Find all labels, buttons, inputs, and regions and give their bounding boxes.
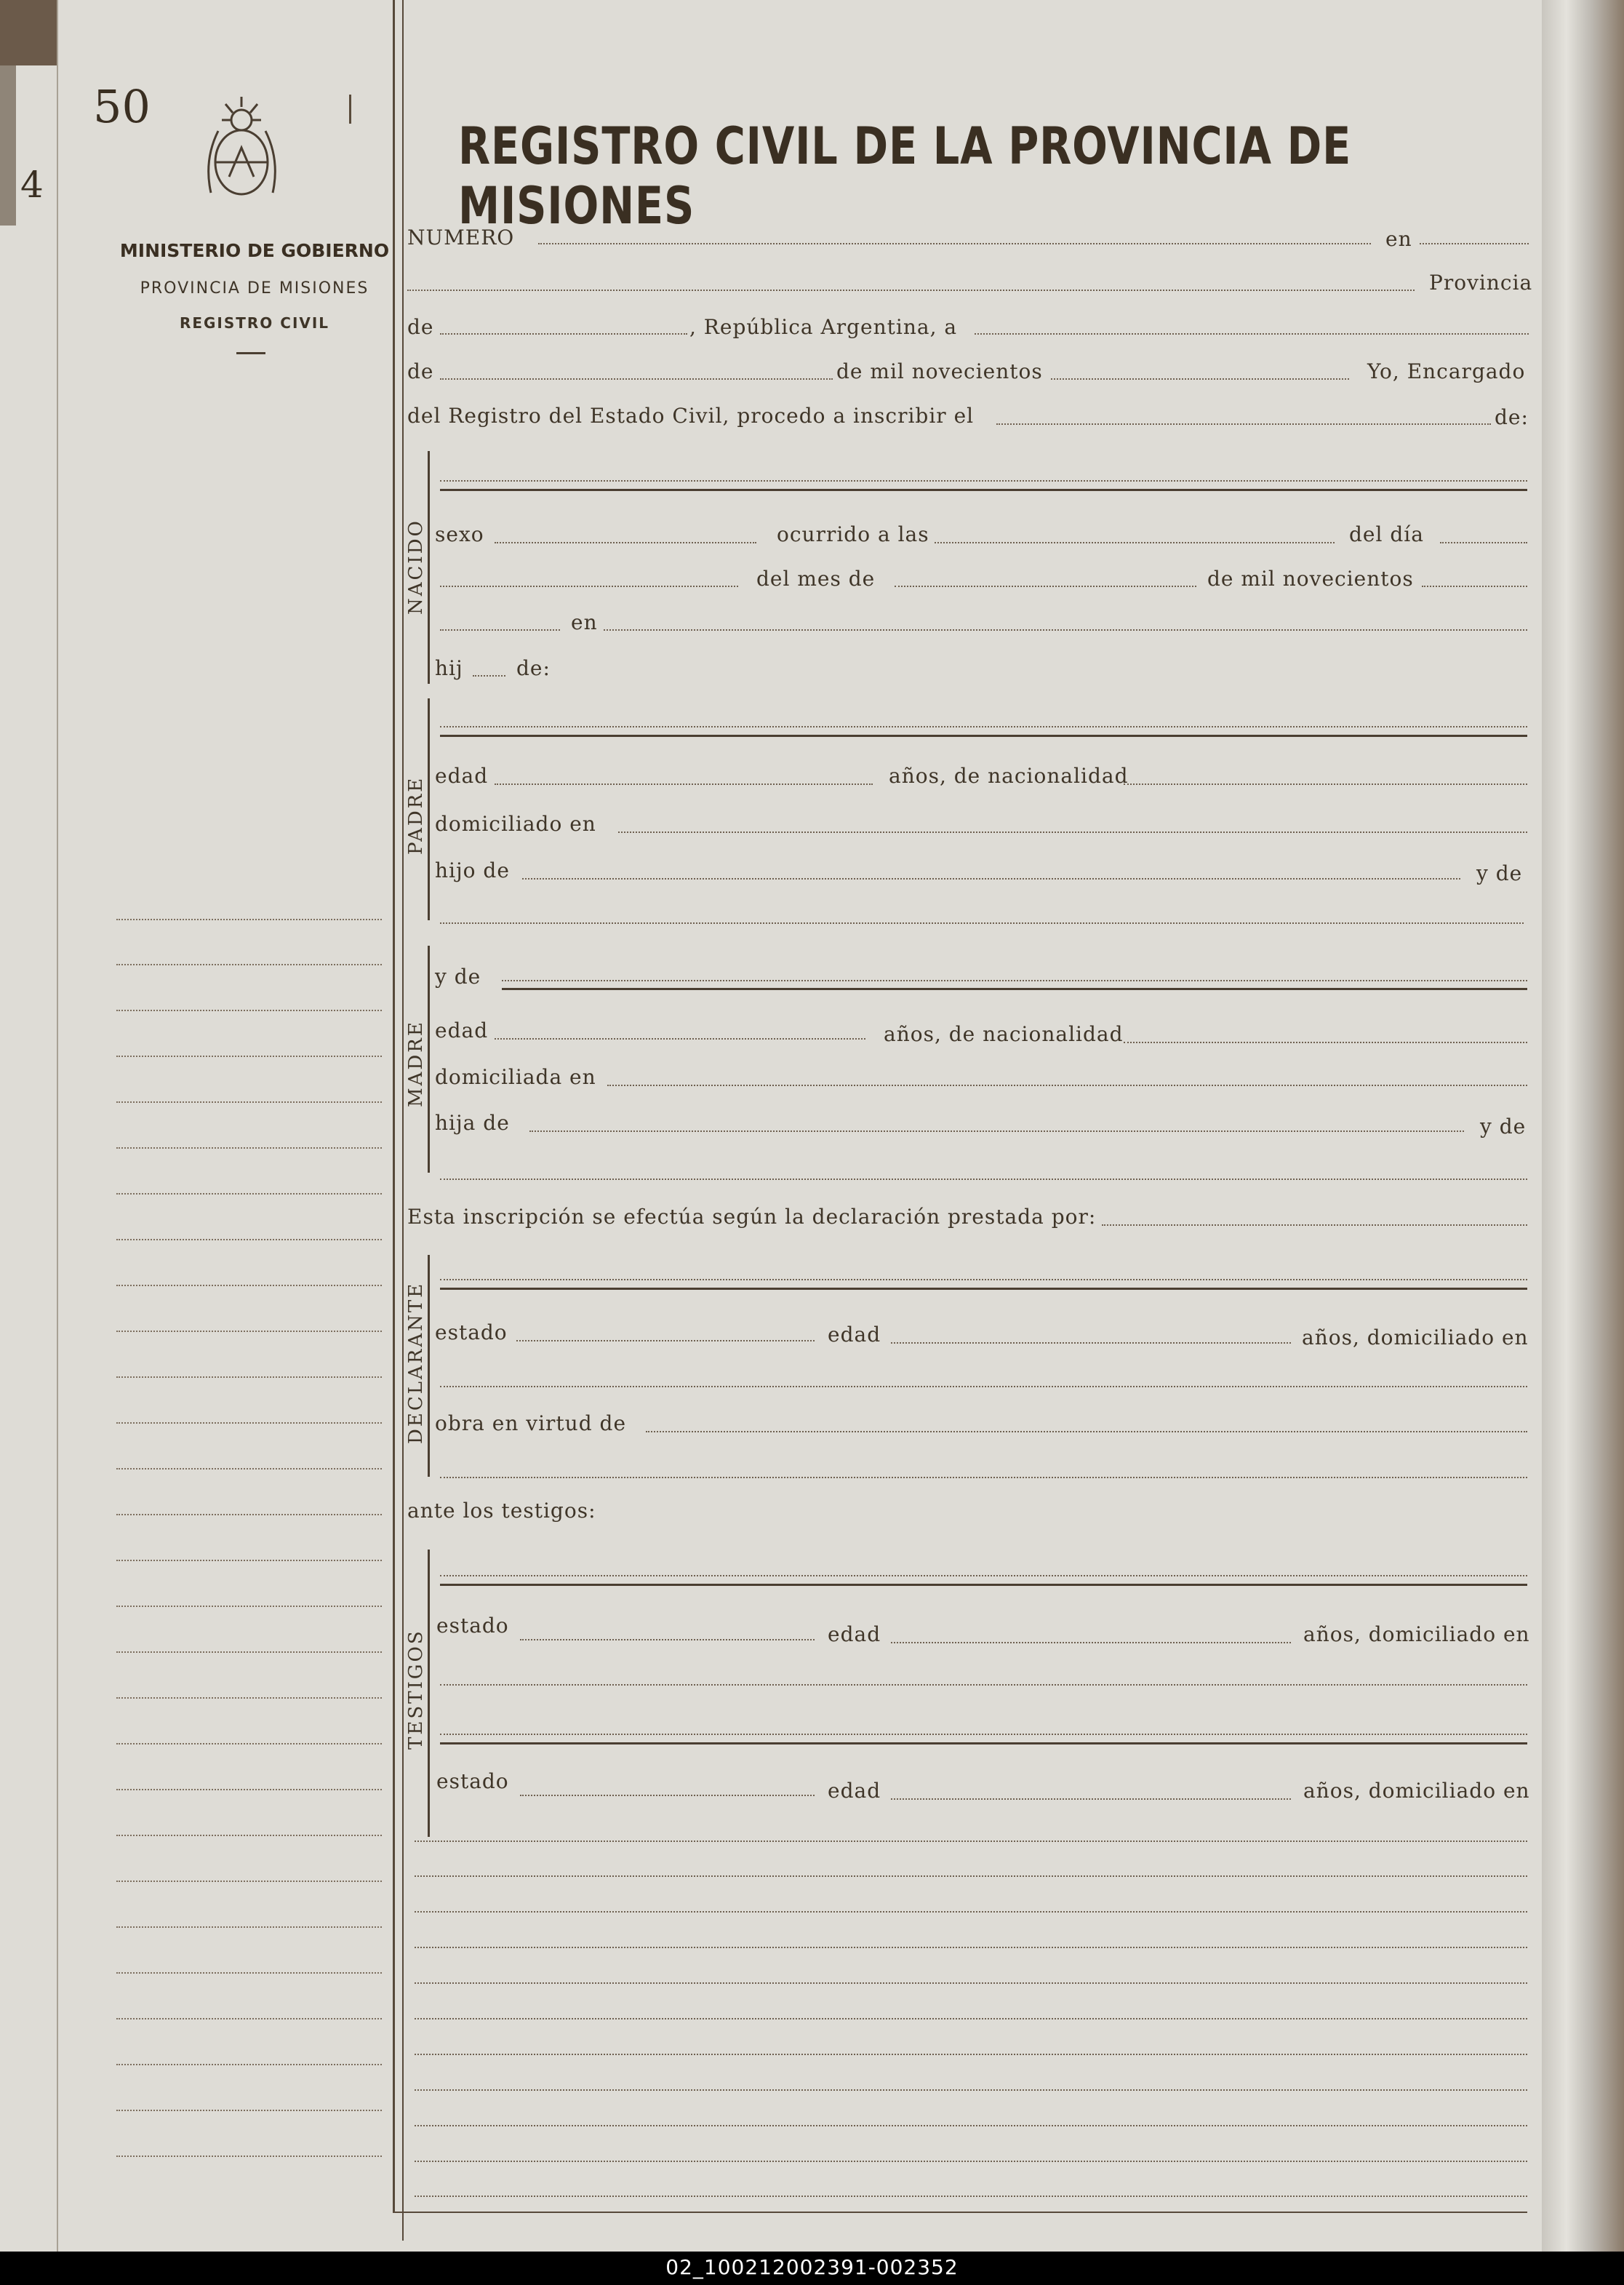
mes-field[interactable] (895, 586, 1196, 587)
madre-nacionalidad-field[interactable] (1124, 1042, 1527, 1043)
province-field[interactable] (440, 333, 687, 335)
en-nacido-label: en (571, 610, 598, 634)
madre-label: MADRE (405, 1020, 427, 1107)
torn-corner (0, 0, 58, 65)
de-label-1: de (407, 315, 434, 339)
inscription-type-field[interactable] (996, 423, 1491, 425)
testigos-label: TESTIGOS (405, 1629, 427, 1750)
date-field[interactable] (975, 333, 1529, 335)
padre-domicilio-field[interactable] (618, 832, 1527, 833)
anio-field[interactable] (1422, 586, 1527, 587)
document-id: 02_100212002391-002352 (665, 2255, 959, 2279)
testigo2-edad-field[interactable] (891, 1798, 1291, 1800)
binding-edge (1542, 0, 1624, 2252)
declarante-edad-field[interactable] (891, 1342, 1291, 1344)
provincia-label: Provincia (1429, 271, 1533, 295)
declaracion-label: Esta inscripción se efectúa según la declaración prestada por: (407, 1205, 1097, 1229)
padre-domicilio-label: domiciliado en (435, 812, 596, 836)
de-mil-label: de mil novecientos (836, 359, 1043, 383)
declarante-bracket (428, 1255, 430, 1477)
nacido-name-field[interactable] (440, 480, 1527, 482)
hij-label: hij (435, 656, 463, 680)
padre-label: PADRE (405, 775, 427, 855)
year-field[interactable] (1051, 378, 1349, 380)
yo-encargado-label: Yo, Encargado (1367, 359, 1526, 383)
ocurrido-label: ocurrido a las (777, 522, 929, 546)
madre-y-de-label: y de (1480, 1114, 1527, 1138)
numero-field[interactable] (538, 243, 1371, 244)
declarante-edad-label: edad (828, 1323, 881, 1347)
torn-edge (0, 65, 16, 226)
ministry-name: MINISTERIO DE GOBIERNO (119, 240, 390, 261)
de-mil-nacido-label: de mil novecientos (1207, 567, 1414, 591)
madre-domicilio-field[interactable] (607, 1085, 1527, 1086)
madre-edad-label: edad (435, 1018, 489, 1042)
declaracion-field[interactable] (1102, 1224, 1527, 1226)
padre-hijo-de-field[interactable] (522, 878, 1460, 880)
madre-name-rule (502, 988, 1527, 990)
padre-nacionalidad-field[interactable] (1124, 783, 1527, 785)
registry-underline (236, 352, 265, 354)
month-field[interactable] (440, 378, 833, 380)
declarante-obra-field[interactable] (646, 1431, 1527, 1432)
sexo-label: sexo (435, 522, 484, 546)
madre-bracket (428, 946, 430, 1173)
padre-edad-label: edad (435, 764, 489, 788)
testigos-bracket (428, 1550, 430, 1837)
madre-name-field[interactable] (502, 980, 1527, 981)
page-title: REGISTRO CIVIL DE LA PROVINCIA DE MISIONES (458, 116, 1352, 236)
republica-label: , República Argentina, a (689, 315, 958, 339)
declarante-anos-label: años, domiciliado en (1302, 1325, 1529, 1349)
declarante-name-rule (440, 1288, 1527, 1290)
del-dia-label: del día (1349, 522, 1424, 546)
de-label-2: de (407, 359, 434, 383)
padre-bracket (428, 698, 430, 920)
madre-hija-de-label: hija de (435, 1111, 510, 1135)
testigo1-edad-label: edad (828, 1622, 881, 1646)
testigo1-name-field[interactable] (440, 1575, 1527, 1576)
testigo2-name-rule (440, 1742, 1527, 1744)
de-colon-label: de: (1495, 405, 1529, 429)
testigo2-anos-label: años, domiciliado en (1303, 1779, 1530, 1803)
testigo1-name-rule (440, 1584, 1527, 1586)
testigo1-estado-label: estado (436, 1614, 509, 1638)
testigo2-name-field[interactable] (440, 1734, 1527, 1735)
tick-mark (349, 95, 351, 124)
dia-field[interactable] (1440, 542, 1527, 543)
declarante-obra-label: obra en virtud de (435, 1411, 627, 1435)
en-field[interactable] (1420, 243, 1529, 244)
nacido-bracket (428, 451, 430, 684)
side-number: 4 (20, 164, 44, 206)
bottom-rule (393, 2212, 1527, 2213)
padre-name-field[interactable] (440, 726, 1527, 727)
madre-domicilio-label: domiciliada en (435, 1065, 596, 1089)
declarante-name-field[interactable] (440, 1279, 1527, 1280)
left-margin-line (57, 0, 58, 2252)
madre-anos-label: años, de nacionalidad (884, 1022, 1124, 1046)
declarante-estado-label: estado (435, 1320, 508, 1344)
madre-edad-field[interactable] (495, 1038, 865, 1040)
del-mes-label: del mes de (756, 567, 876, 591)
declarante-estado-field[interactable] (516, 1340, 815, 1341)
padre-edad-field[interactable] (495, 783, 873, 785)
province-name: PROVINCIA DE MISIONES (140, 279, 369, 298)
testigo2-estado-label: estado (436, 1769, 509, 1793)
numero-label: NUMERO (407, 226, 515, 250)
en-label: en (1385, 227, 1412, 251)
del-registro-label: del Registro del Estado Civil, procedo a inscribir el (407, 404, 975, 428)
declarante-label: DECLARANTE (405, 1281, 427, 1444)
declarante-domicilio-field[interactable] (440, 1386, 1527, 1387)
hora-field[interactable] (935, 542, 1335, 543)
declarante-obra-cont-field[interactable] (440, 1477, 1527, 1478)
registry-name: REGISTRO CIVIL (179, 314, 330, 332)
testigo1-edad-field[interactable] (891, 1642, 1291, 1643)
sexo-field[interactable] (495, 542, 756, 543)
padre-y-de-label: y de (1476, 861, 1523, 885)
testigo2-estado-field[interactable] (520, 1795, 815, 1796)
lugar-field[interactable] (604, 629, 1527, 631)
hij-de-label: de: (516, 656, 551, 680)
testigo1-estado-field[interactable] (520, 1639, 815, 1640)
anio-cont-field[interactable] (440, 629, 560, 631)
padre-anos-label: años, de nacionalidad (889, 764, 1129, 788)
padre-name-rule (440, 735, 1527, 737)
nacido-label: NACIDO (405, 519, 427, 615)
form-left-rule (402, 0, 404, 2241)
testigos-intro-label: ante los testigos: (407, 1499, 596, 1523)
testigo1-domicilio-field[interactable] (440, 1684, 1527, 1686)
column-divider (393, 0, 395, 2212)
nacido-name-rule (440, 489, 1527, 491)
argentina-coat-of-arms-icon (200, 91, 284, 207)
folio-number: 50 (93, 80, 151, 133)
madre-y-de-top-label: y de (435, 965, 481, 989)
padre-hijo-de-label: hijo de (435, 858, 510, 882)
dia-cont-field[interactable] (440, 586, 738, 587)
padre-y-de-field[interactable] (440, 922, 1524, 924)
testigo1-anos-label: años, domiciliado en (1303, 1622, 1530, 1646)
testigo2-edad-label: edad (828, 1779, 881, 1803)
hij-suffix-field[interactable] (473, 675, 505, 677)
place-field[interactable] (407, 290, 1415, 291)
madre-hija-de-field[interactable] (529, 1130, 1464, 1132)
madre-y-de-field[interactable] (440, 1179, 1527, 1180)
